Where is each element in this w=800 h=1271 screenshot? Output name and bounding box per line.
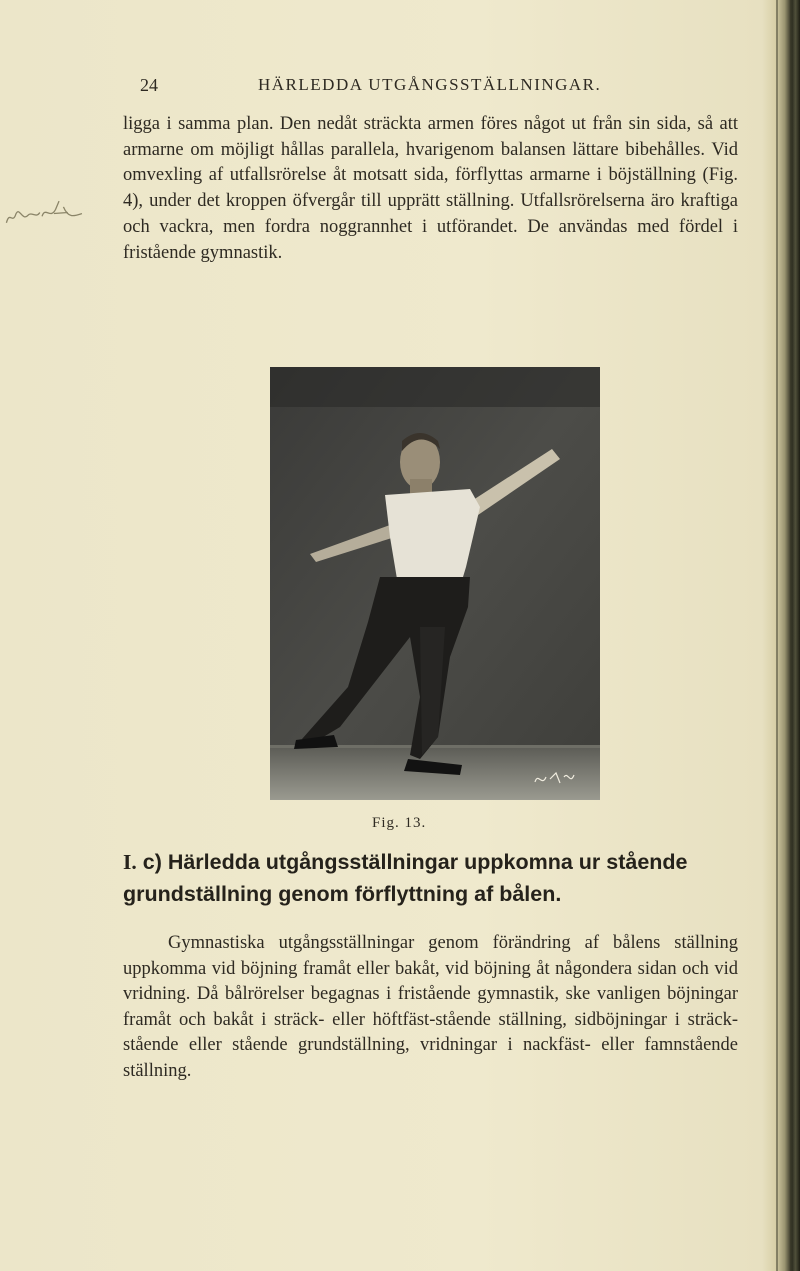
handwritten-margin-note (1, 195, 93, 236)
running-head: HÄRLEDDA UTGÅNGSSTÄLLNINGAR. (258, 75, 602, 94)
figure-caption: Fig. 13. (372, 815, 427, 831)
page-header (140, 75, 740, 101)
body-paragraph (123, 931, 738, 1085)
margin-scribble (1, 195, 93, 231)
section-title: c) Härledda utgångsställningar uppkomna ur stående grundställning genom förflyttning af bålen. (123, 850, 688, 906)
section-number: I. (123, 850, 137, 874)
page-edge-line (776, 0, 778, 1271)
top-paragraph: ligga i samma plan. Den nedåt sträckta armen föres något ut från sin sida, så att armarne om möjligt hållas parallela, hvarigenom balansen lättare bibehålles. Vid omvexling af utfallsrörelse åt motsatt sida, förflyttas armarne i böjställning (Fig. 4), under det kroppen öfvergår till upprätt ställning. Utfallsrörelserna äro kraftiga och vackra, men fordra noggrannhet i utförandet. De användas med fördel i fristående gymnastik. (123, 114, 738, 263)
gymnast-lunge-photo (270, 367, 600, 800)
body-paragraph-text: Gymnastiska utgångsställningar genom förändring af bålens ställning uppkomma vid böjning framåt eller bakåt, vid böjning åt någondera sidan och vid vridning. Då bålrörelser begagnas i fristående gymnastik, ske vanligen böjningar framåt och bakåt i sträck- eller höftfäst-stående ställning, sidböjningar i sträck-stående eller stående grundställning, vridningar i nackfäst- eller famnstående ställning. (123, 933, 738, 1081)
section-heading (123, 846, 743, 910)
page-edge-line (790, 0, 792, 1271)
page-number: 24 (140, 75, 158, 95)
figure-photo (270, 367, 600, 800)
page-edge-shadow (762, 0, 800, 1271)
